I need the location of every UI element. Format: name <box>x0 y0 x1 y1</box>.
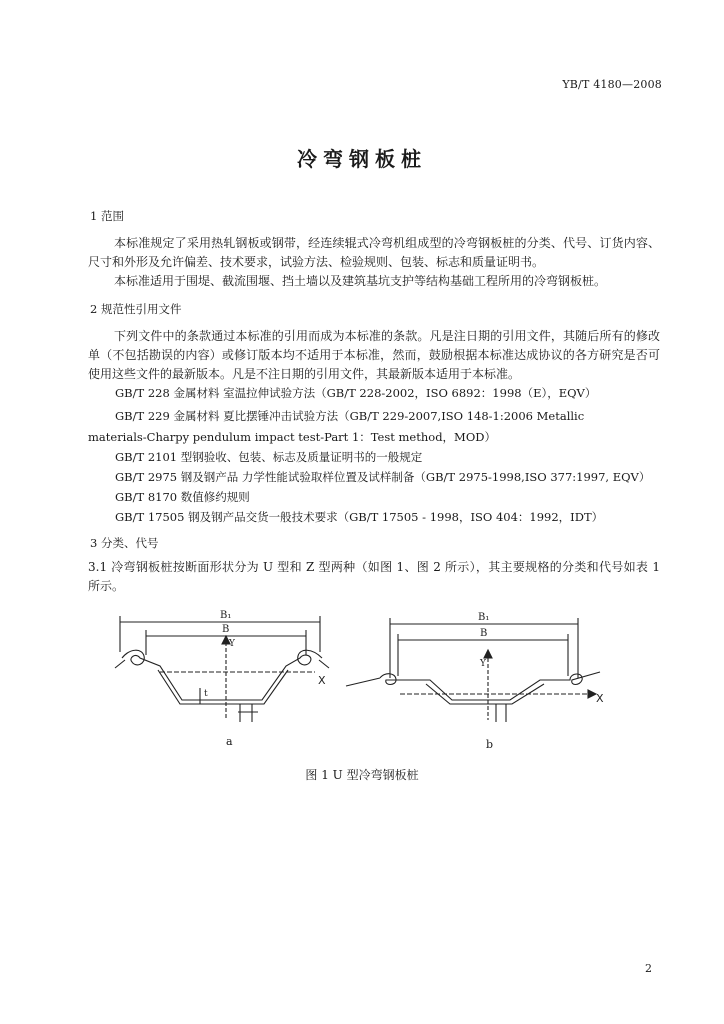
figure-sub-label-b: b <box>486 738 494 751</box>
reference-item: GB/T 17505 钢及钢产品交货一般技术要求（GB/T 17505 - 1998，ISO 404：1992，IDT） <box>115 510 604 524</box>
references-intro: 下列文件中的条款通过本标准的引用而成为本标准的条款。凡是注日期的引用文件，其随后所有的修改单（不包括勘误的内容）或修订版本均不适用于本标准，然而，鼓励根据本标准达成协议的各方研究是否可使用这些文件的最新版本。凡是不注日期的引用文件，其最新版本适用于本标准。 <box>88 329 660 381</box>
figure-b-label-b1: B₁ <box>478 612 490 623</box>
figure-a-label-b1: B₁ <box>220 610 232 621</box>
reference-item-continuation: materials-Charpy pendulum impact test-Part 1：Test method，MOD） <box>88 430 496 444</box>
section-heading-scope: 1 范围 <box>90 209 124 223</box>
figure-b-drawing <box>346 618 600 722</box>
figure-a-label-y: Y <box>229 639 235 649</box>
scope-paragraph-1: 本标准规定了采用热轧钢板或钢带，经连续辊式冷弯机组成型的冷弯钢板桩的分类、代号、订货内容、尺寸和外形及允许偏差、技术要求，试验方法、检验规则、包装、标志和质量证明书。 <box>88 236 660 269</box>
figure-a-label-x: X <box>318 674 326 687</box>
u-sheet-pile-figure <box>100 600 620 730</box>
section-heading-references: 2 规范性引用文件 <box>90 302 182 316</box>
figure-b-label-y: Y <box>480 659 486 669</box>
figure-b-label-x: X <box>596 692 604 705</box>
page-number: 2 <box>645 962 652 975</box>
reference-item: GB/T 229 金属材料 夏比摆锤冲击试验方法（GB/T 229-2007,ISO 148-1:2006 Metallic <box>115 409 585 423</box>
scope-paragraph-2: 本标准适用于围堤、截流围堰、挡土墙以及建筑基坑支护等结构基础工程所用的冷弯钢板桩。 <box>114 274 607 288</box>
reference-item: GB/T 2975 钢及钢产品 力学性能试验取样位置及试样制备（GB/T 2975-1998,ISO 377:1997, EQV） <box>115 470 651 484</box>
figure-sub-label-a: a <box>226 735 233 748</box>
figure-a-label-b: B <box>222 624 230 635</box>
document-title: 冷弯钢板桩 <box>297 147 427 171</box>
reference-item: GB/T 2101 型钢验收、包装、标志及质量证明书的一般规定 <box>115 450 423 464</box>
reference-item: GB/T 228 金属材料 室温拉伸试验方法（GB/T 228-2002，ISO 6892：1998（E），EQV） <box>115 386 597 400</box>
figure-caption: 图 1 U 型冷弯钢板桩 <box>305 768 419 782</box>
section-heading-classification: 3 分类、代号 <box>90 536 159 550</box>
figure-b-label-b: B <box>480 628 488 639</box>
figure-a-label-t: t <box>204 689 208 699</box>
reference-item: GB/T 8170 数值修约规则 <box>115 490 250 504</box>
classification-paragraph: 3.1 冷弯钢板桩按断面形状分为 U 型和 Z 型两种（如图 1、图 2 所示），其主要规格的分类和代号如表 1 所示。 <box>88 560 660 593</box>
standard-code: YB/T 4180—2008 <box>562 78 662 91</box>
